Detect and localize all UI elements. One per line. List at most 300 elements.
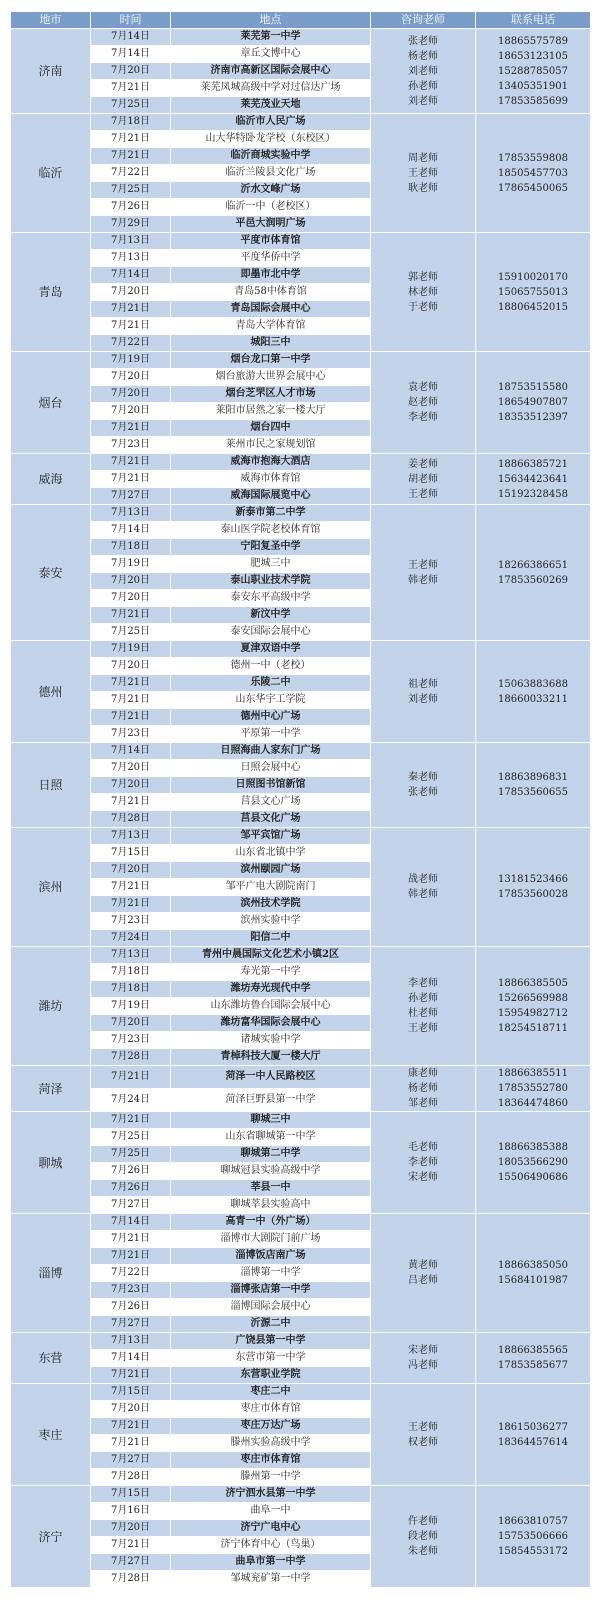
- place-cell: 济南市高新区国际会展中心: [171, 63, 371, 80]
- phone-number: 18663810757: [498, 1516, 568, 1527]
- place-cell: 山东潍坊鲁台国际会展中心: [171, 998, 371, 1015]
- teacher-name: 孙老师: [408, 80, 438, 92]
- date-cell: 7月25日: [91, 1129, 171, 1146]
- phone-cell: [476, 828, 591, 947]
- date-cell: 7月23日: [91, 1032, 171, 1049]
- phone-number: 18254518711: [498, 1023, 568, 1034]
- date-cell: 7月21日: [91, 420, 171, 437]
- table-row: [11, 352, 591, 369]
- phone-cell: [476, 1214, 591, 1333]
- teacher-cell: [371, 641, 476, 743]
- schedule-body: [11, 29, 591, 1588]
- place-cell: 日照海曲人家东门广场: [171, 743, 371, 760]
- teacher-name: 杨老师: [408, 50, 438, 62]
- place-cell: 聊城莘县实验高中: [171, 1197, 371, 1214]
- header-teacher: 咨询老师: [371, 12, 476, 29]
- place-cell: 淄博第一中学: [171, 1265, 371, 1282]
- date-cell: 7月20日: [91, 1401, 171, 1418]
- place-cell: 莱芜第一中学: [171, 29, 371, 46]
- date-cell: 7月25日: [91, 1146, 171, 1163]
- place-cell: 夏津双语中学: [171, 641, 371, 658]
- phone-number: 15753506666: [498, 1531, 568, 1542]
- place-cell: 莱芜凤城高级中学对过信达广场: [171, 80, 371, 97]
- teacher-name: 刘老师: [408, 95, 438, 107]
- place-cell: 青岛58中体育馆: [171, 284, 371, 301]
- place-cell: 临沂兰陵县文化广场: [171, 165, 371, 182]
- place-cell: 威海市抱海大酒店: [171, 454, 371, 471]
- date-cell: 7月14日: [91, 46, 171, 63]
- place-cell: 章丘文博中心: [171, 46, 371, 63]
- city-cell: 德州: [11, 641, 91, 743]
- date-cell: 7月18日: [91, 114, 171, 131]
- phone-cell: [476, 1112, 591, 1214]
- phone-number: 18866385511: [498, 1068, 568, 1079]
- teacher-name: 王老师: [408, 1023, 438, 1034]
- teacher-name: 王老师: [408, 1421, 438, 1433]
- teacher-cell: [371, 828, 476, 947]
- place-cell: 临沂市人民广场: [171, 114, 371, 131]
- date-cell: 7月13日: [91, 250, 171, 267]
- phone-number: 18364474860: [498, 1098, 568, 1109]
- teacher-name: 李老师: [408, 412, 438, 423]
- teacher-name: 王老师: [408, 488, 438, 500]
- phone-number: 18615036277: [498, 1421, 568, 1433]
- phone-number: 15192328458: [498, 488, 568, 500]
- place-cell: 泰安东平高级中学: [171, 590, 371, 607]
- place-cell: 枣庄万达广场: [171, 1418, 371, 1435]
- place-cell: 德州一中（老校）: [171, 658, 371, 675]
- date-cell: 7月20日: [91, 284, 171, 301]
- phone-number: 18353512397: [498, 412, 568, 423]
- schedule-table: [10, 11, 591, 1588]
- teacher-name: 李老师: [408, 978, 438, 989]
- date-cell: 7月19日: [91, 352, 171, 369]
- date-cell: 7月21日: [91, 1537, 171, 1554]
- place-cell: 滕州实验高级中学: [171, 1435, 371, 1452]
- date-cell: 7月20日: [91, 1015, 171, 1032]
- date-cell: 7月26日: [91, 1163, 171, 1180]
- date-cell: 7月26日: [91, 199, 171, 216]
- table-row: [11, 1112, 591, 1129]
- date-cell: 7月25日: [91, 182, 171, 199]
- teacher-cell: [371, 1214, 476, 1333]
- phone-cell: [476, 1486, 591, 1588]
- place-cell: 邹平宾馆广场: [171, 828, 371, 845]
- place-cell: 烟台芝罘区人才市场: [171, 386, 371, 403]
- place-cell: 新泰市第二中学: [171, 505, 371, 522]
- teacher-cell: [371, 29, 476, 114]
- date-cell: 7月20日: [91, 760, 171, 777]
- date-cell: 7月14日: [91, 1350, 171, 1367]
- place-cell: 阳信二中: [171, 930, 371, 947]
- header-row: [11, 12, 591, 29]
- teacher-name: 韩老师: [408, 889, 438, 900]
- phone-cell: [476, 454, 591, 505]
- teacher-name: 于老师: [408, 301, 438, 313]
- city-cell: 烟台: [11, 352, 91, 454]
- date-cell: 7月21日: [91, 675, 171, 692]
- date-cell: 7月21日: [91, 879, 171, 896]
- teacher-name: 朱老师: [408, 1546, 438, 1557]
- place-cell: 烟台四中: [171, 420, 371, 437]
- date-cell: 7月20日: [91, 63, 171, 80]
- phone-number: 15684101987: [498, 1275, 568, 1286]
- date-cell: 7月14日: [91, 1214, 171, 1231]
- date-cell: 7月20日: [91, 777, 171, 794]
- phone-number: 17853552780: [498, 1083, 568, 1094]
- teacher-cell: [371, 743, 476, 828]
- city-cell: 淄博: [11, 1214, 91, 1333]
- teacher-cell: [371, 352, 476, 454]
- date-cell: 7月21日: [91, 1418, 171, 1435]
- date-cell: 7月23日: [91, 437, 171, 454]
- place-cell: 枣庄市体育馆: [171, 1452, 371, 1469]
- date-cell: 7月25日: [91, 624, 171, 641]
- date-cell: 7月21日: [91, 1367, 171, 1384]
- place-cell: 莒县文化广场: [171, 811, 371, 828]
- teacher-name: 杜老师: [408, 1008, 438, 1019]
- phone-number: 13405351901: [498, 80, 568, 92]
- phone-number: 17853559808: [498, 152, 568, 164]
- date-cell: 7月14日: [91, 29, 171, 46]
- city-cell: 济南: [11, 29, 91, 114]
- date-cell: 7月20日: [91, 573, 171, 590]
- teacher-cell: [371, 1384, 476, 1486]
- city-cell: 枣庄: [11, 1384, 91, 1486]
- date-cell: 7月21日: [91, 318, 171, 335]
- city-cell: 青岛: [11, 233, 91, 352]
- date-cell: 7月20日: [91, 862, 171, 879]
- phone-number: 18654907807: [498, 397, 568, 408]
- place-cell: 滨州实验中学: [171, 913, 371, 930]
- phone-cell: [476, 1066, 591, 1112]
- teacher-name: 韩老师: [408, 574, 438, 586]
- date-cell: 7月19日: [91, 556, 171, 573]
- date-cell: 7月15日: [91, 1384, 171, 1401]
- teacher-name: 黄老师: [408, 1260, 438, 1271]
- place-cell: 邹城兖矿第一中学: [171, 1571, 371, 1588]
- city-cell: 日照: [11, 743, 91, 828]
- table-row: [11, 1214, 591, 1231]
- teacher-name: 邹老师: [408, 1098, 438, 1109]
- teacher-name: 权老师: [408, 1436, 438, 1448]
- date-cell: 7月21日: [91, 1231, 171, 1248]
- date-cell: 7月27日: [91, 1452, 171, 1469]
- date-cell: 7月13日: [91, 828, 171, 845]
- place-cell: 临沂一中（老校区）: [171, 199, 371, 216]
- date-cell: 7月13日: [91, 947, 171, 964]
- place-cell: 济宁广电中心: [171, 1520, 371, 1537]
- date-cell: 7月22日: [91, 335, 171, 352]
- table-row: [11, 1333, 591, 1350]
- date-cell: 7月20日: [91, 1520, 171, 1537]
- date-cell: 7月27日: [91, 1197, 171, 1214]
- place-cell: 肥城三中: [171, 556, 371, 573]
- date-cell: 7月18日: [91, 981, 171, 998]
- place-cell: 潍坊富华国际会展中心: [171, 1015, 371, 1032]
- city-cell: 聊城: [11, 1112, 91, 1214]
- table-row: [11, 1486, 591, 1503]
- date-cell: 7月14日: [91, 743, 171, 760]
- place-cell: 淄博张店第一中学: [171, 1282, 371, 1299]
- phone-cell: [476, 233, 591, 352]
- table-row: [11, 114, 591, 131]
- place-cell: 莱州市民之家规划馆: [171, 437, 371, 454]
- phone-cell: [476, 1384, 591, 1486]
- place-cell: 威海市体育馆: [171, 471, 371, 488]
- date-cell: 7月25日: [91, 97, 171, 114]
- phone-cell: [476, 947, 591, 1066]
- city-cell: 潍坊: [11, 947, 91, 1066]
- place-cell: 聊城第二中学: [171, 1146, 371, 1163]
- place-cell: 莒县文心广场: [171, 794, 371, 811]
- phone-cell: [476, 114, 591, 233]
- place-cell: 东营市第一中学: [171, 1350, 371, 1367]
- phone-number: 17853560269: [498, 574, 568, 586]
- phone-number: 18866385565: [498, 1345, 568, 1356]
- place-cell: 滨州颐园广场: [171, 862, 371, 879]
- phone-cell: [476, 505, 591, 641]
- teacher-cell: [371, 505, 476, 641]
- teacher-name: 宋老师: [408, 1345, 438, 1356]
- table-row: [11, 828, 591, 845]
- date-cell: 7月18日: [91, 539, 171, 556]
- place-cell: 邹平广电大剧院南门: [171, 879, 371, 896]
- teacher-name: 胡老师: [408, 473, 438, 485]
- header-date: 时间: [91, 12, 171, 29]
- phone-number: 17865450065: [498, 182, 568, 194]
- place-cell: 平度市体育馆: [171, 233, 371, 250]
- place-cell: 山东华宇工学院: [171, 692, 371, 709]
- date-cell: 7月21日: [91, 1112, 171, 1129]
- place-cell: 菏泽一中人民路校区: [171, 1066, 371, 1089]
- phone-number: 17853560655: [498, 787, 568, 798]
- place-cell: 广饶县第一中学: [171, 1333, 371, 1350]
- phone-number: 18753515580: [498, 382, 568, 393]
- date-cell: 7月21日: [91, 471, 171, 488]
- table-row: [11, 505, 591, 522]
- phone-number: 15634423641: [498, 473, 568, 485]
- phone-number: 18866385721: [498, 458, 568, 470]
- teacher-name: 袁老师: [408, 382, 438, 393]
- schedule-sheet: [10, 11, 590, 1588]
- date-cell: 7月26日: [91, 1180, 171, 1197]
- date-cell: 7月15日: [91, 845, 171, 862]
- teacher-cell: [371, 1333, 476, 1384]
- place-cell: 曲阜市第一中学: [171, 1554, 371, 1571]
- table-row: [11, 233, 591, 250]
- teacher-name: 郭老师: [408, 271, 438, 283]
- teacher-name: 张老师: [408, 787, 438, 798]
- teacher-cell: [371, 454, 476, 505]
- phone-number: 18053566290: [498, 1157, 568, 1168]
- phone-number: 18865575789: [498, 35, 568, 47]
- teacher-name: 周老师: [408, 152, 438, 164]
- date-cell: 7月28日: [91, 1049, 171, 1066]
- place-cell: 日照会展中心: [171, 760, 371, 777]
- place-cell: 滨州技术学院: [171, 896, 371, 913]
- place-cell: 泰山医学院老校体育馆: [171, 522, 371, 539]
- place-cell: 潍坊寿光现代中学: [171, 981, 371, 998]
- place-cell: 平度华侨中学: [171, 250, 371, 267]
- place-cell: 城阳三中: [171, 335, 371, 352]
- header-phone: 联系电话: [476, 12, 591, 29]
- date-cell: 7月19日: [91, 641, 171, 658]
- table-row: [11, 454, 591, 471]
- teacher-name: 刘老师: [408, 65, 438, 77]
- phone-number: 15063883688: [498, 678, 568, 690]
- city-cell: 威海: [11, 454, 91, 505]
- phone-number: 18806452015: [498, 301, 568, 313]
- place-cell: 烟台龙口第一中学: [171, 352, 371, 369]
- place-cell: 宁阳复圣中学: [171, 539, 371, 556]
- header-place: 地点: [171, 12, 371, 29]
- teacher-name: 冯老师: [408, 1360, 438, 1371]
- table-row: [11, 1066, 591, 1089]
- teacher-name: 姜老师: [408, 458, 438, 470]
- date-cell: 7月19日: [91, 998, 171, 1015]
- date-cell: 7月13日: [91, 505, 171, 522]
- teacher-cell: [371, 1486, 476, 1588]
- date-cell: 7月14日: [91, 267, 171, 284]
- date-cell: 7月13日: [91, 1333, 171, 1350]
- table-row: [11, 29, 591, 46]
- teacher-cell: [371, 1066, 476, 1112]
- phone-cell: [476, 641, 591, 743]
- phone-number: 18866385050: [498, 1260, 568, 1271]
- place-cell: 淄博国际会展中心: [171, 1299, 371, 1316]
- date-cell: 7月20日: [91, 590, 171, 607]
- table-row: [11, 1384, 591, 1401]
- date-cell: 7月21日: [91, 301, 171, 318]
- place-cell: 新汶中学: [171, 607, 371, 624]
- place-cell: 青州中晨国际文化艺术小镇2区: [171, 947, 371, 964]
- place-cell: 枣庄二中: [171, 1384, 371, 1401]
- teacher-name: 段老师: [408, 1531, 438, 1542]
- teacher-name: 刘老师: [408, 693, 438, 705]
- phone-number: 13181523466: [498, 874, 568, 885]
- date-cell: 7月28日: [91, 1469, 171, 1486]
- teacher-name: 林老师: [408, 286, 438, 298]
- teacher-name: 仵老师: [408, 1516, 438, 1527]
- teacher-name: 赵老师: [408, 397, 438, 408]
- place-cell: 济宁泗水县第一中学: [171, 1486, 371, 1503]
- place-cell: 聊城冠县实验高级中学: [171, 1163, 371, 1180]
- place-cell: 山东省北镇中学: [171, 845, 371, 862]
- teacher-name: 祖老师: [408, 678, 438, 690]
- place-cell: 沂源二中: [171, 1316, 371, 1333]
- date-cell: 7月24日: [91, 930, 171, 947]
- phone-cell: [476, 29, 591, 114]
- place-cell: 淄博市大剧院门前广场: [171, 1231, 371, 1248]
- phone-number: 18660033211: [498, 693, 568, 705]
- phone-number: 15266569988: [498, 993, 568, 1004]
- table-row: [11, 743, 591, 760]
- phone-number: 18364457614: [498, 1436, 568, 1448]
- teacher-cell: [371, 1112, 476, 1214]
- phone-number: 15910020170: [498, 271, 568, 283]
- date-cell: 7月21日: [91, 80, 171, 97]
- city-cell: 滨州: [11, 828, 91, 947]
- teacher-name: 张老师: [408, 35, 438, 47]
- teacher-name: 王老师: [408, 559, 438, 571]
- teacher-name: 秦老师: [408, 772, 438, 783]
- phone-number: 15854553172: [498, 1546, 568, 1557]
- date-cell: 7月27日: [91, 1316, 171, 1333]
- place-cell: 即墨市北中学: [171, 267, 371, 284]
- date-cell: 7月21日: [91, 148, 171, 165]
- place-cell: 寿光第一中学: [171, 964, 371, 981]
- place-cell: 青岛国际会展中心: [171, 301, 371, 318]
- table-row: [11, 641, 591, 658]
- date-cell: 7月21日: [91, 1066, 171, 1089]
- date-cell: 7月23日: [91, 913, 171, 930]
- phone-number: 15954982712: [498, 1008, 568, 1019]
- teacher-name: 毛老师: [408, 1142, 438, 1153]
- phone-number: 18266386651: [498, 559, 568, 571]
- date-cell: 7月27日: [91, 488, 171, 505]
- date-cell: 7月21日: [91, 131, 171, 148]
- date-cell: 7月21日: [91, 709, 171, 726]
- phone-number: 15288785057: [498, 65, 568, 77]
- date-cell: 7月21日: [91, 1248, 171, 1265]
- date-cell: 7月28日: [91, 811, 171, 828]
- date-cell: 7月21日: [91, 794, 171, 811]
- city-cell: 东营: [11, 1333, 91, 1384]
- place-cell: 日照图书馆新馆: [171, 777, 371, 794]
- date-cell: 7月21日: [91, 692, 171, 709]
- date-cell: 7月13日: [91, 233, 171, 250]
- place-cell: 滕州第一中学: [171, 1469, 371, 1486]
- date-cell: 7月29日: [91, 216, 171, 233]
- teacher-name: 耿老师: [408, 182, 438, 194]
- date-cell: 7月14日: [91, 522, 171, 539]
- place-cell: 淄博饭店南广场: [171, 1248, 371, 1265]
- place-cell: 诸城实验中学: [171, 1032, 371, 1049]
- place-cell: 青岛大学体育馆: [171, 318, 371, 335]
- place-cell: 平原第一中学: [171, 726, 371, 743]
- date-cell: 7月24日: [91, 1089, 171, 1112]
- city-cell: 临沂: [11, 114, 91, 233]
- place-cell: 济宁体育中心（鸟巢）: [171, 1537, 371, 1554]
- place-cell: 高青一中（外广场）: [171, 1214, 371, 1231]
- place-cell: 聊城三中: [171, 1112, 371, 1129]
- date-cell: 7月21日: [91, 607, 171, 624]
- phone-number: 17853560028: [498, 889, 568, 900]
- date-cell: 7月28日: [91, 1571, 171, 1588]
- date-cell: 7月20日: [91, 403, 171, 420]
- place-cell: 临沂商城实验中学: [171, 148, 371, 165]
- teacher-name: 李老师: [408, 1157, 438, 1168]
- phone-number: 18866385505: [498, 978, 568, 989]
- teacher-name: 王老师: [408, 167, 438, 179]
- teacher-name: 宋老师: [408, 1172, 438, 1183]
- place-cell: 曲阜一中: [171, 1503, 371, 1520]
- teacher-name: 康老师: [408, 1068, 438, 1079]
- date-cell: 7月20日: [91, 369, 171, 386]
- place-cell: 莱阳市居然之家一楼大厅: [171, 403, 371, 420]
- city-cell: 济宁: [11, 1486, 91, 1588]
- phone-number: 17853585699: [498, 95, 568, 107]
- date-cell: 7月20日: [91, 658, 171, 675]
- phone-number: 17853585677: [498, 1360, 568, 1371]
- phone-number: 18866385388: [498, 1142, 568, 1153]
- date-cell: 7月21日: [91, 896, 171, 913]
- phone-number: 18863896831: [498, 772, 568, 783]
- phone-number: 18653123105: [498, 50, 568, 62]
- teacher-cell: [371, 114, 476, 233]
- place-cell: 山东省聊城第一中学: [171, 1129, 371, 1146]
